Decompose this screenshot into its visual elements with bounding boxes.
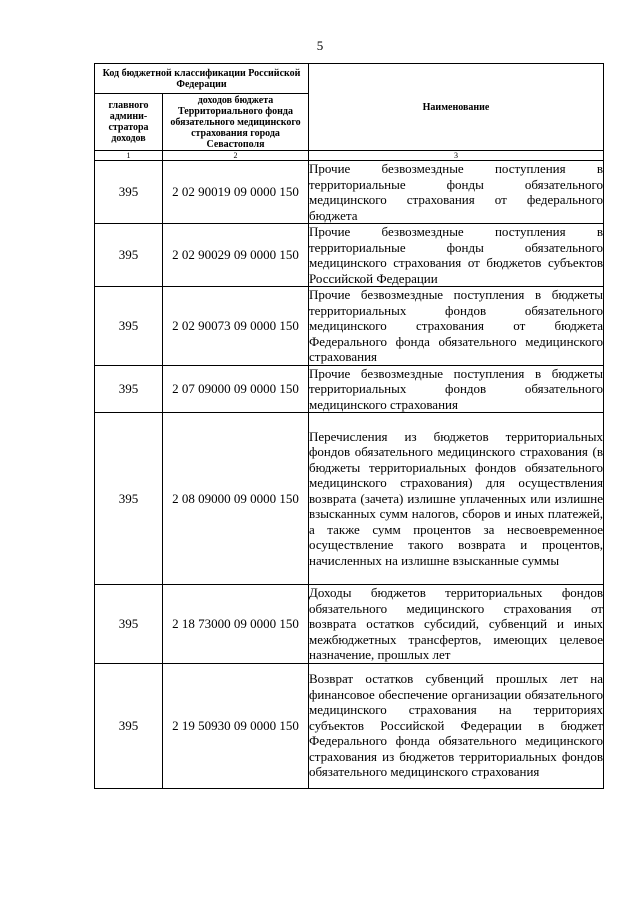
table-row (95, 287, 604, 366)
table-row (95, 161, 604, 224)
name-text: Прочие безвозмездные поступления в бюджеты территориальных фондов обязательного медицинского страхования (309, 365, 603, 412)
income-code-cell: 2 02 90019 09 0000 150 (163, 161, 309, 224)
name-text: Перечисления из бюджетов территориальных фондов обязательного медицинского страхования (в бюджеты территориальных фондов обязательного медицинского страхования) для осуществления возврата (зачета) излишне уплаченных или излишне взысканных сумм налогов, сборов и иных платежей, а также сумм процентов за несвоевременное осуществление такого возврата и процентов, начисленных на излишне взысканные суммы (309, 428, 603, 568)
header-chief-administrator: главного админи-стратора доходов (95, 94, 163, 151)
admin-code-cell: 395 (95, 287, 163, 366)
header-name: Наименование (309, 64, 604, 151)
budget-classification-table (94, 63, 604, 789)
name-cell (309, 224, 604, 287)
name-cell (309, 663, 604, 788)
header-column-number-3: 3 (309, 151, 604, 161)
page-number: 5 (316, 38, 324, 53)
name-cell (309, 365, 604, 413)
income-code-cell: 2 02 90029 09 0000 150 (163, 224, 309, 287)
header-budget-classification-code: Код бюджетной классификации Российской Федерации (95, 64, 309, 94)
table-row (95, 663, 604, 788)
name-cell (309, 585, 604, 664)
name-cell (309, 413, 604, 585)
name-cell (309, 287, 604, 366)
table-row (95, 413, 604, 585)
header-budget-income: доходов бюджета Территориального фонда обязательного медицинского страхования города Севастополя (163, 94, 309, 151)
name-cell (309, 161, 604, 224)
admin-code-cell: 395 (95, 224, 163, 287)
income-code-cell: 2 08 09000 09 0000 150 (163, 413, 309, 585)
income-code-cell: 2 02 90073 09 0000 150 (163, 287, 309, 366)
table-row (95, 224, 604, 287)
income-code-cell: 2 07 09000 09 0000 150 (163, 365, 309, 413)
admin-code-cell: 395 (95, 413, 163, 585)
name-text: Прочие безвозмездные поступления в бюджеты территориальных фондов обязательного медицинского страхования от бюджета Федерального фонда обязательного медицинского страхования (309, 287, 603, 364)
header-column-number-1: 1 (95, 151, 163, 161)
name-text: Прочие безвозмездные поступления в территориальные фонды обязательного медицинского страхования от федерального бюджета (309, 161, 603, 223)
table-row (95, 365, 604, 413)
table-row (95, 585, 604, 664)
income-code-cell: 2 19 50930 09 0000 150 (163, 663, 309, 788)
admin-code-cell: 395 (95, 585, 163, 664)
header-column-number-2: 2 (163, 151, 309, 161)
name-text: Прочие безвозмездные поступления в территориальные фонды обязательного медицинского страхования от бюджетов субъектов Российской Федерации (309, 224, 603, 286)
name-text: Доходы бюджетов территориальных фондов обязательного медицинского страхования от возврата остатков субсидий, субвенций и иных межбюджетных трансфертов, имеющих целевое назначение, прошлых лет (309, 585, 603, 662)
name-text: Возврат остатков субвенций прошлых лет на финансовое обеспечение организации обязательного медицинского страхования на территориях субъектов Российской Федерации в бюджет Федерального фонда обязательного медицинского страхования из бюджетов территориальных фондов обязательного медицинского страхования (309, 671, 603, 780)
admin-code-cell: 395 (95, 365, 163, 413)
admin-code-cell: 395 (95, 161, 163, 224)
income-code-cell: 2 18 73000 09 0000 150 (163, 585, 309, 664)
admin-code-cell: 395 (95, 663, 163, 788)
